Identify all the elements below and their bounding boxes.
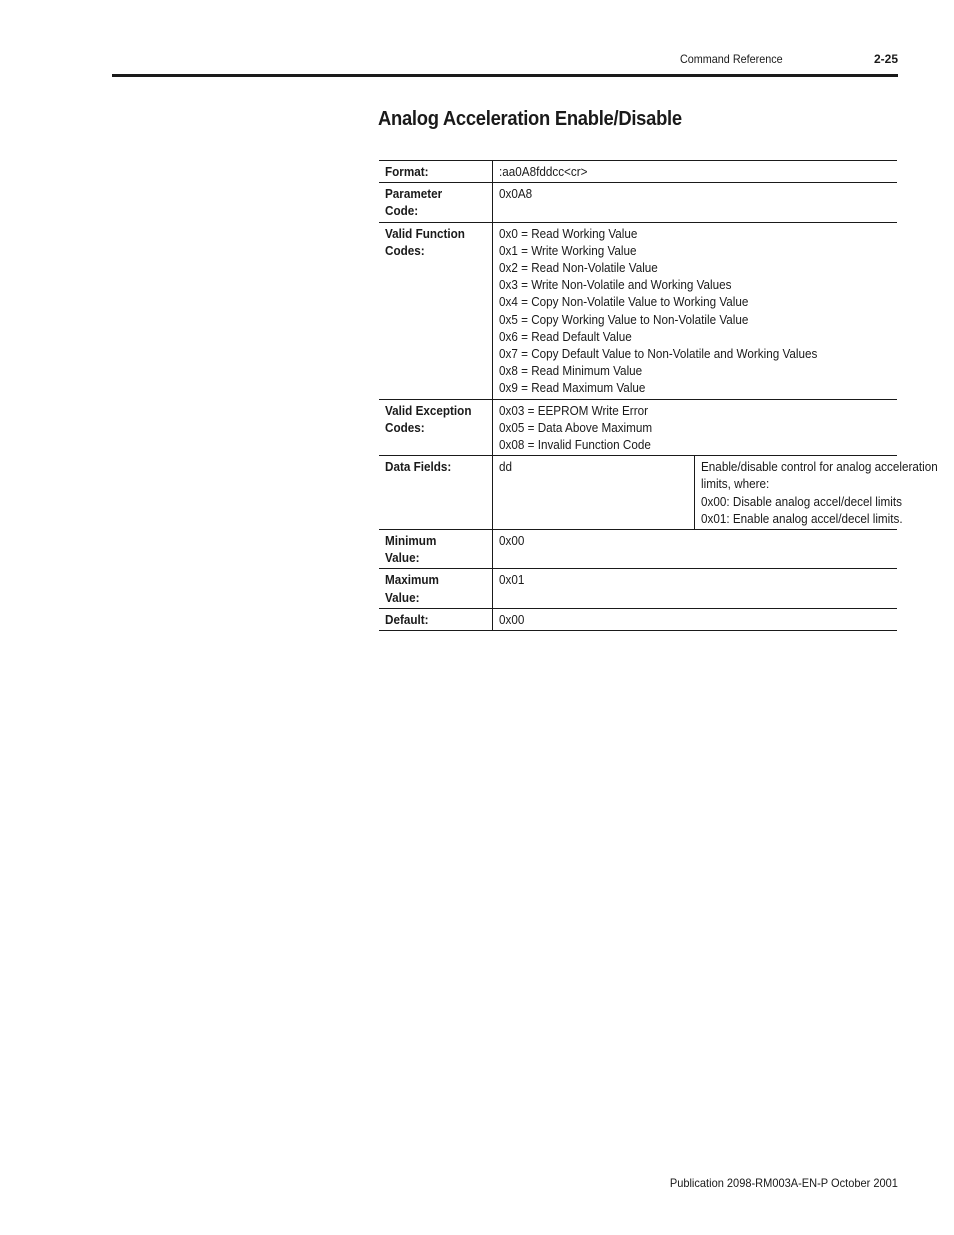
row-value: 0x00: [493, 530, 898, 569]
running-header-section: Command Reference: [680, 52, 783, 66]
table-row-data-fields: [379, 456, 897, 530]
table-row-valid-function-codes: [379, 222, 897, 399]
row-label: Default:: [379, 608, 493, 630]
row-label: Valid Function Codes:: [379, 222, 493, 399]
page-number: 2-25: [873, 52, 898, 66]
list-item: 0x7 = Copy Default Value to Non-Volatile and Working Values: [499, 346, 818, 362]
table-row-format: [379, 161, 897, 183]
row-label: Maximum Value:: [379, 569, 493, 608]
data-field-description: Enable/disable control for analog acceleration limits, where: 0x00: Disable analog accel/decel limits 0x01: Enable analog accel/decel limits.: [695, 456, 897, 530]
list-item: 0x1 = Write Working Value: [499, 242, 637, 258]
page-title: Analog Acceleration Enable/Disable: [378, 108, 682, 130]
command-table: [379, 160, 939, 631]
publication-footer: Publication 2098-RM003A-EN-P October 2001: [669, 1176, 898, 1190]
row-label: Data Fields:: [379, 456, 493, 530]
data-field-name: dd: [493, 456, 695, 530]
table-row-minimum-value: [379, 530, 897, 569]
list-item: 0x8 = Read Minimum Value: [499, 363, 643, 379]
list-item: 0x9 = Read Maximum Value: [499, 380, 646, 396]
row-label: Minimum Value:: [379, 530, 493, 569]
header-rule: [112, 74, 898, 77]
row-value: 0x00: [493, 608, 898, 630]
row-label: Parameter Code:: [379, 183, 493, 222]
table-row-valid-exception-codes: [379, 399, 897, 456]
table-row-maximum-value: [379, 569, 897, 608]
table-row-parameter-code: [379, 183, 897, 222]
list-item: 0x08 = Invalid Function Code: [499, 437, 651, 453]
list-item: 0x05 = Data Above Maximum: [499, 419, 653, 435]
row-label: Valid Exception Codes:: [379, 399, 493, 456]
row-value: [493, 222, 898, 399]
row-value: [493, 399, 898, 456]
list-item: 0x5 = Copy Working Value to Non-Volatile Value: [499, 311, 749, 327]
list-item: 0x2 = Read Non-Volatile Value: [499, 260, 658, 276]
list-item: 0x6 = Read Default Value: [499, 328, 632, 344]
row-value: :aa0A8fddcc<cr>: [493, 161, 898, 183]
row-label: Format:: [379, 161, 493, 183]
list-item: 0x4 = Copy Non-Volatile Value to Working Value: [499, 294, 749, 310]
list-item: 0x03 = EEPROM Write Error: [499, 402, 649, 418]
row-value: 0x01: [493, 569, 898, 608]
table-row-default: [379, 608, 897, 630]
row-value: 0x0A8: [493, 183, 898, 222]
list-item: 0x3 = Write Non-Volatile and Working Values: [499, 277, 732, 293]
list-item: 0x0 = Read Working Value: [499, 225, 638, 241]
